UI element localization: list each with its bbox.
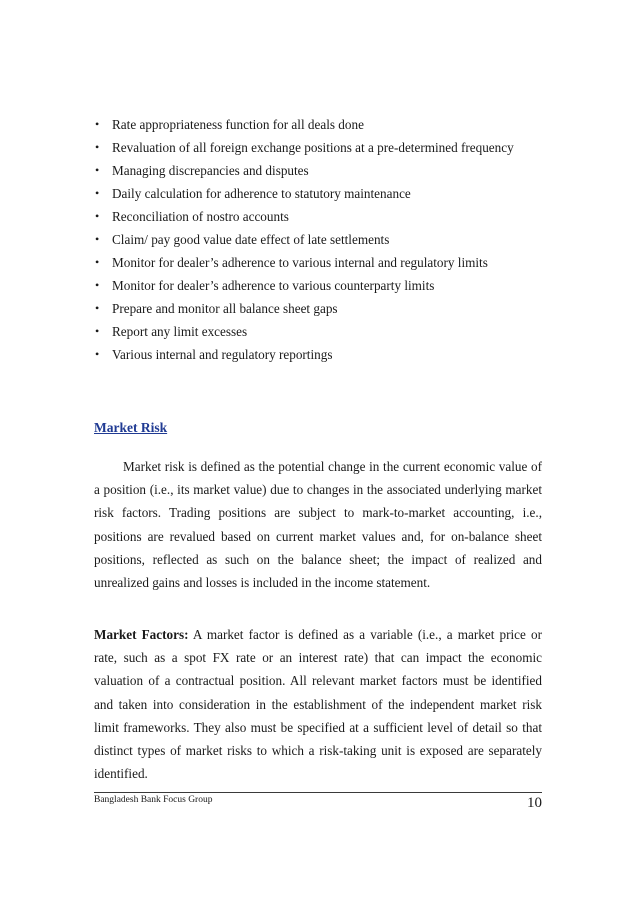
bullet-icon: • [95,324,100,338]
list-item-text: Various internal and regulatory reportings [112,347,333,362]
list-item [95,320,542,343]
list-item [95,251,542,274]
market-factors-lead: Market Factors: [94,627,189,642]
list-item-text: Report any limit excesses [112,324,248,339]
list-item [95,297,542,320]
footer-divider [94,792,542,793]
list-item-text: Monitor for dealer’s adherence to various counterparty limits [112,278,435,293]
bullet-icon: • [95,301,100,315]
bullet-icon: • [95,347,100,361]
list-item-text: Daily calculation for adherence to statutory maintenance [112,186,411,201]
footer-label: Bangladesh Bank Focus Group [94,795,213,805]
list-item-text: Reconciliation of nostro accounts [112,209,289,224]
section-heading-market-risk: Market Risk [94,420,168,435]
list-item [95,182,542,205]
bullet-icon: • [95,232,100,246]
market-factors-body: A market factor is defined as a variable (i.e., a market price or rate, such as a spot FX rate or an interest rate) that can impact the economic valuation of a contractual position. All relevant market factors must be identified and taken into consideration in the establishment of the independent market risk limit frameworks. They also must be specified at a sufficient level of detail so that distinct types of market risks to which a risk-taking unit is exposed are separately identified. [94,627,542,782]
list-item-text: Managing discrepancies and disputes [112,163,309,178]
list-item [95,274,542,297]
bullet-icon: • [95,163,100,177]
list-item [95,343,542,366]
bullet-list [95,113,542,366]
list-item [95,159,542,182]
bullet-icon: • [95,140,100,154]
list-item [95,113,542,136]
list-item [95,205,542,228]
bullet-icon: • [95,255,100,269]
list-item-text: Revaluation of all foreign exchange positions at a pre-determined frequency [112,140,514,155]
bullet-icon: • [95,117,100,131]
list-item-text: Claim/ pay good value date effect of late settlements [112,232,390,247]
market-risk-paragraph: Market risk is defined as the potential change in the current economic value of a position (i.e., its market value) due to changes in the associated underlying market risk factors. Trading positions are subject to mark-to-market accounting, i.e., positions are revalued based on current market values and, for on-balance sheet positions, reflected as such on the balance sheet; the impact of realized and unrealized gains and losses is included in the income statement. [94,459,542,591]
list-item-text: Prepare and monitor all balance sheet gaps [112,301,338,316]
bullet-icon: • [95,278,100,292]
market-factors-paragraph [94,623,542,785]
page-number: 10 [527,795,542,811]
bullet-icon: • [95,186,100,200]
list-item-text: Monitor for dealer’s adherence to various internal and regulatory limits [112,255,488,270]
list-item [95,136,542,159]
list-item-text: Rate appropriateness function for all deals done [112,117,364,132]
bullet-icon: • [95,209,100,223]
list-item [95,228,542,251]
